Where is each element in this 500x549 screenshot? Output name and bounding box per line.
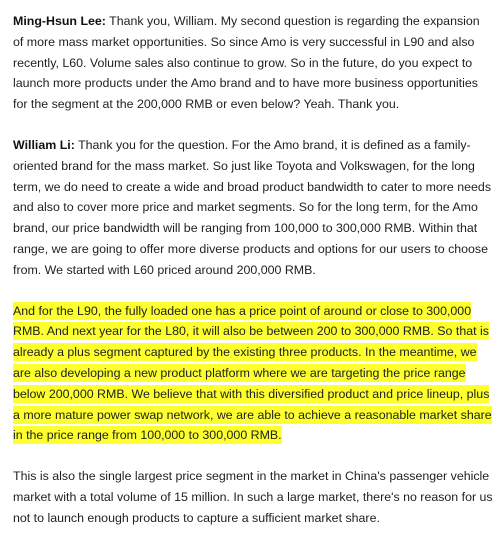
paragraph-text: This is also the single largest price segment in the market in China's passenger vehicle market with a total volume of 15 million. In such a large market, there's no reason for us not to launch enough products to capture a sufficient market share.	[13, 469, 493, 525]
speaker-name: Ming-Hsun Lee:	[13, 14, 106, 28]
transcript-paragraph-highlighted	[13, 301, 493, 447]
paragraph-text: Thank you, William. My second question is regarding the expansion of more mass market opportunities. So since Amo is very successful in L90 and also recently, L60. Volume sales also continue to grow. So in the future, do you expect to launch more products under the Amo brand and to have more business opportunities for the segment at the 200,000 RMB or even below? Yeah. Thank you.	[13, 14, 480, 112]
transcript-paragraph-li	[13, 135, 493, 281]
transcript-paragraph-closing	[13, 466, 493, 528]
paragraph-text: Thank you for the question. For the Amo brand, it is defined as a family-oriented brand for the mass market. So just like Toyota and Volkswagen, for the long term, we do need to create a wide and broad product bandwidth to cater to more needs and also to cover more price and market segments. So for the long term, for the Amo brand, our price bandwidth will be ranging from 100,000 to 300,000 RMB. Within that range, we are going to offer more diverse products and options for our users to choose from. We started with L60 priced around 200,000 RMB.	[13, 137, 492, 277]
transcript-document	[13, 11, 493, 549]
highlighted-text: And for the L90, the fully loaded one has a price point of around or close to 300,000 RMB. And next year for the L80, it will also be between 200 to 300,000 RMB. So that is already a plus segment captured by the existing three products. In the meantime, we are also developing a new product platform where we are targeting the price range below 200,000 RMB. We believe that with this diversified product and price lineup, plus a more mature power swap network, we are able to achieve a reasonable market share in the price range from 100,000 to 300,000 RMB.	[13, 303, 492, 443]
speaker-name: William Li:	[13, 137, 75, 152]
transcript-paragraph-lee	[13, 11, 493, 115]
